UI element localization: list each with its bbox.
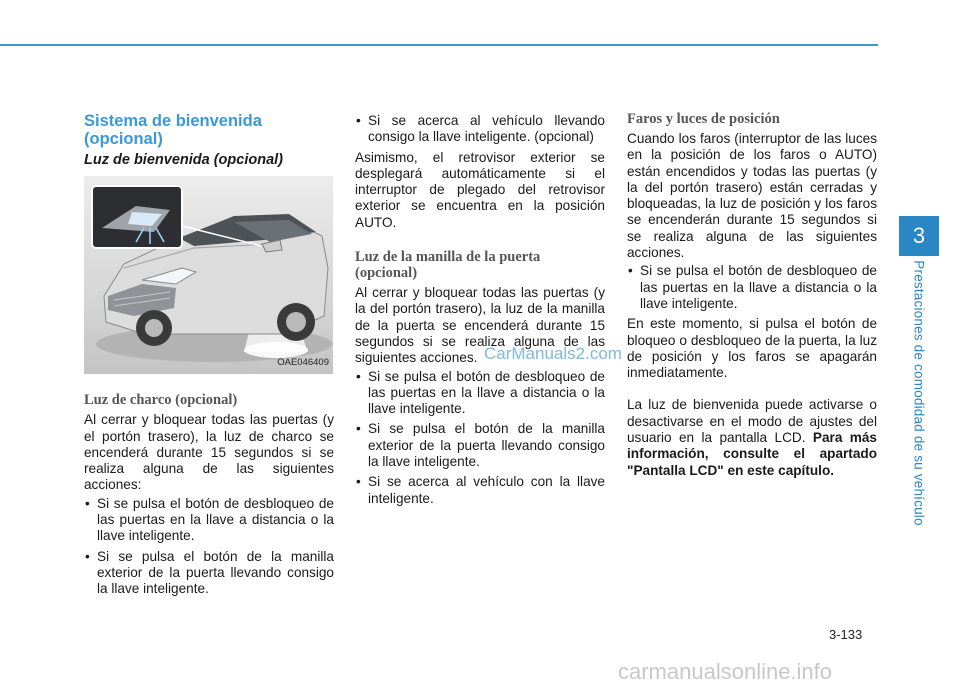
page-number: 3-133 [829,627,863,642]
handle-light-list [355,369,605,507]
list-item: • Si se acerca al vehículo con la llave inteligente. [355,474,605,507]
footer-site-watermark: carmanualsonline.info [618,659,833,684]
list-item: • Si se pulsa el botón de desbloqueo de las puertas en la llave a distancia o la llave inteligente. [84,496,334,545]
subsection-title: Luz de bienvenida (opcional) [84,152,283,168]
car-drawing [84,176,333,374]
headlamp-intro: Cuando los faros (interruptor de las luces en la posición de los faros o AUTO) están encendidos y todas las puertas (y la del portón trasero) están cerradas y bloqueadas, la luz de posición y los faros se encenderán durante 15 segundos si se realiza alguna de las siguientes acciones. [627,131,877,261]
approach-list [355,113,605,146]
headlamp-heading: Faros y luces de posición [627,111,780,127]
watermark: CarManuals2.com [484,344,622,363]
list-item: • Si se pulsa el botón de desbloqueo de las puertas en la llave a distancia o la llave inteligente. [627,263,877,312]
column-1 [84,108,334,602]
lcd-settings-text: La luz de bienvenida puede activarse o desactivarse en el modo de ajustes del usuario en la pantalla LCD. [627,397,877,446]
chapter-number-tab: 3 [899,216,939,256]
headlamp-list [627,263,877,312]
headlamp-paragraph-2: En este momento, si pulsa el botón de bloqueo o desbloqueo de la puerta, la luz de posición y los faros se apagarán inmediatamente. [627,316,877,381]
lcd-settings-paragraph [627,397,877,478]
puddle-light-intro: Al cerrar y bloquear todas las puertas (y el portón trasero), la luz de charco se encenderá durante 15 segundos si se realiza alguna de las siguientes acciones: [84,412,334,493]
car-illustration [84,176,333,374]
lcd-settings-reference: Para más información, consulte el apartado "Pantalla LCD" en este capítulo. [627,430,877,478]
list-item: • Si se pulsa el botón de la manilla exterior de la puerta llevando consigo la llave inteligente. [84,549,334,598]
list-item: • Si se acerca al vehículo llevando consigo la llave inteligente. (opcional) [355,113,605,146]
handle-light-intro: Al cerrar y bloquear todas las puertas (y la del portón trasero), la luz de la manilla de la puerta se encenderá durante 15 segundos si se realiza alguna de las siguientes acciones. [355,285,605,366]
column-3 [627,111,877,481]
list-item: • Si se pulsa el botón de desbloqueo de las puertas en la llave a distancia o la llave inteligente. [355,369,605,418]
puddle-light-heading: Luz de charco (opcional) [84,392,238,409]
handle-light-heading: Luz de la manilla de la puerta (opcional) [355,249,541,282]
puddle-light-list [84,496,334,598]
list-item: • Si se pulsa el botón de la manilla exterior de la puerta llevando consigo la llave inteligente. [355,421,605,470]
column-2 [355,111,605,511]
header-rule [0,44,878,46]
mirror-paragraph: Asimismo, el retrovisor exterior se desplegará automáticamente si el interruptor de plegado del retrovisor exterior se encuentra en la posición AUTO. [355,149,605,230]
section-title: Sistema de bienvenida (opcional) [84,112,262,148]
figure-code: OAE046409 [277,357,329,368]
